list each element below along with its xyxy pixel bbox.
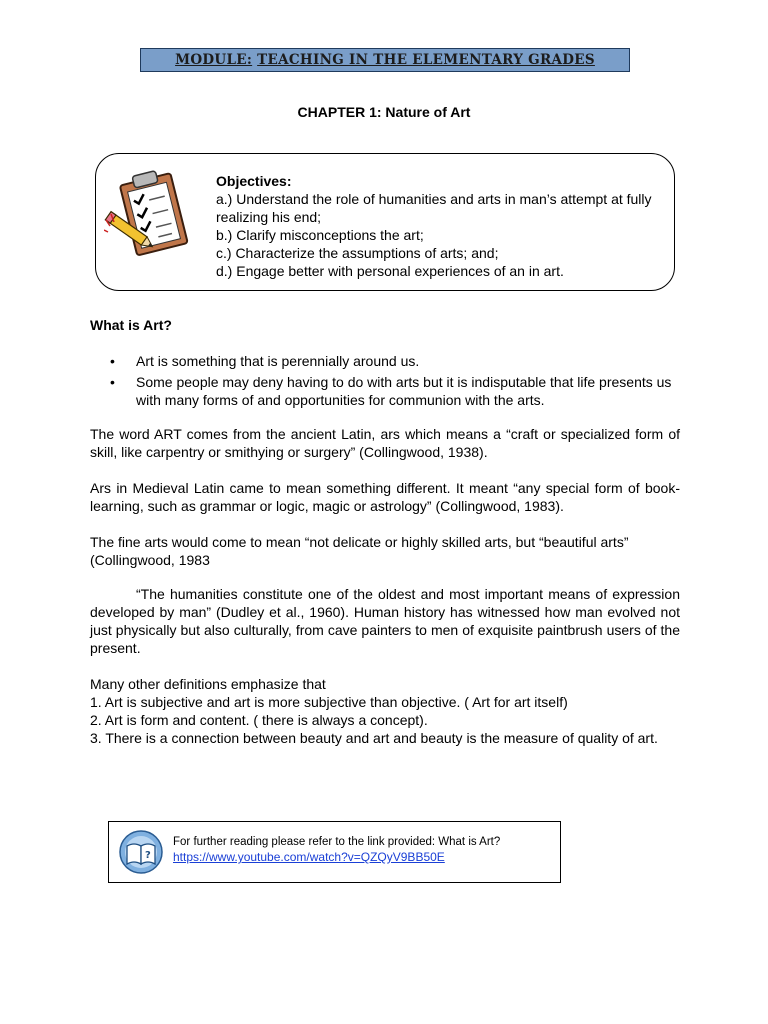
list-item: • Art is something that is perennially around us. (110, 353, 420, 369)
book-question-icon (118, 830, 164, 874)
definition-item: 1. Art is subjective and art is more subjective than objective. ( Art for art itself) (90, 694, 568, 710)
svg-text:?: ? (145, 850, 151, 861)
definitions-intro: Many other definitions emphasize that (90, 676, 326, 692)
further-reading-label: For further reading please refer to the link provided: What is Art? (173, 836, 501, 848)
objective-item: c.) Characterize the assumptions of arts; and; (216, 245, 499, 261)
objective-item: d.) Engage better with personal experiences of an in art. (216, 263, 564, 279)
paragraph-humanities: “The humanities constitute one of the oldest and most important means of expression developed by man” (Dudley et al., 1960). Human history has witnessed how man evolved not just physically but also culturally, from cave painters to men of exquisite paintbrush users of the present. (90, 586, 680, 656)
youtube-link[interactable]: https://www.youtube.com/watch?v=QZQyV9BB50E (173, 850, 445, 864)
paragraph-word-art: The word ART comes from the ancient Latin, ars which means a “craft or specialized form of skill, like carpentry or smithying or surgery” (Collingwood, 1938). (90, 426, 680, 460)
bullet-list (110, 352, 682, 412)
clipboard-pencil-icon (104, 168, 190, 264)
further-reading-text (173, 835, 500, 866)
chapter-title: CHAPTER 1: Nature of Art (297, 104, 471, 120)
paragraph-medieval-latin: Ars in Medieval Latin came to mean something different. It meant “any special form of book- learning, such as grammar or logic, magic or astrology” (Collingwood, 1983). (90, 480, 680, 514)
objectives-text (216, 172, 666, 280)
definition-item: 3. There is a connection between beauty and art and beauty is the measure of quality of art. (90, 730, 658, 746)
section-heading: What is Art? (90, 317, 172, 333)
objective-item: b.) Clarify misconceptions the art; (216, 227, 424, 243)
definition-item: 2. Art is form and content. ( there is always a concept). (90, 712, 428, 728)
objective-item: a.) Understand the role of humanities and arts in man’s attempt at fully realizing his end; (216, 191, 652, 225)
objectives-heading: Objectives: (216, 173, 292, 189)
definitions-block (90, 675, 680, 747)
paragraph-fine-arts: The fine arts would come to mean “not delicate or highly skilled arts, but “beautiful arts” (Collingwood, 1983 (90, 534, 629, 568)
module-banner (140, 48, 630, 72)
module-title: TEACHING IN THE ELEMENTARY GRADES (257, 52, 595, 68)
list-item: • Some people may deny having to do with arts but it is indisputable that life presents us with many forms of and opportunities for communion with the arts. (110, 374, 672, 408)
module-prefix: MODULE: (175, 52, 253, 68)
